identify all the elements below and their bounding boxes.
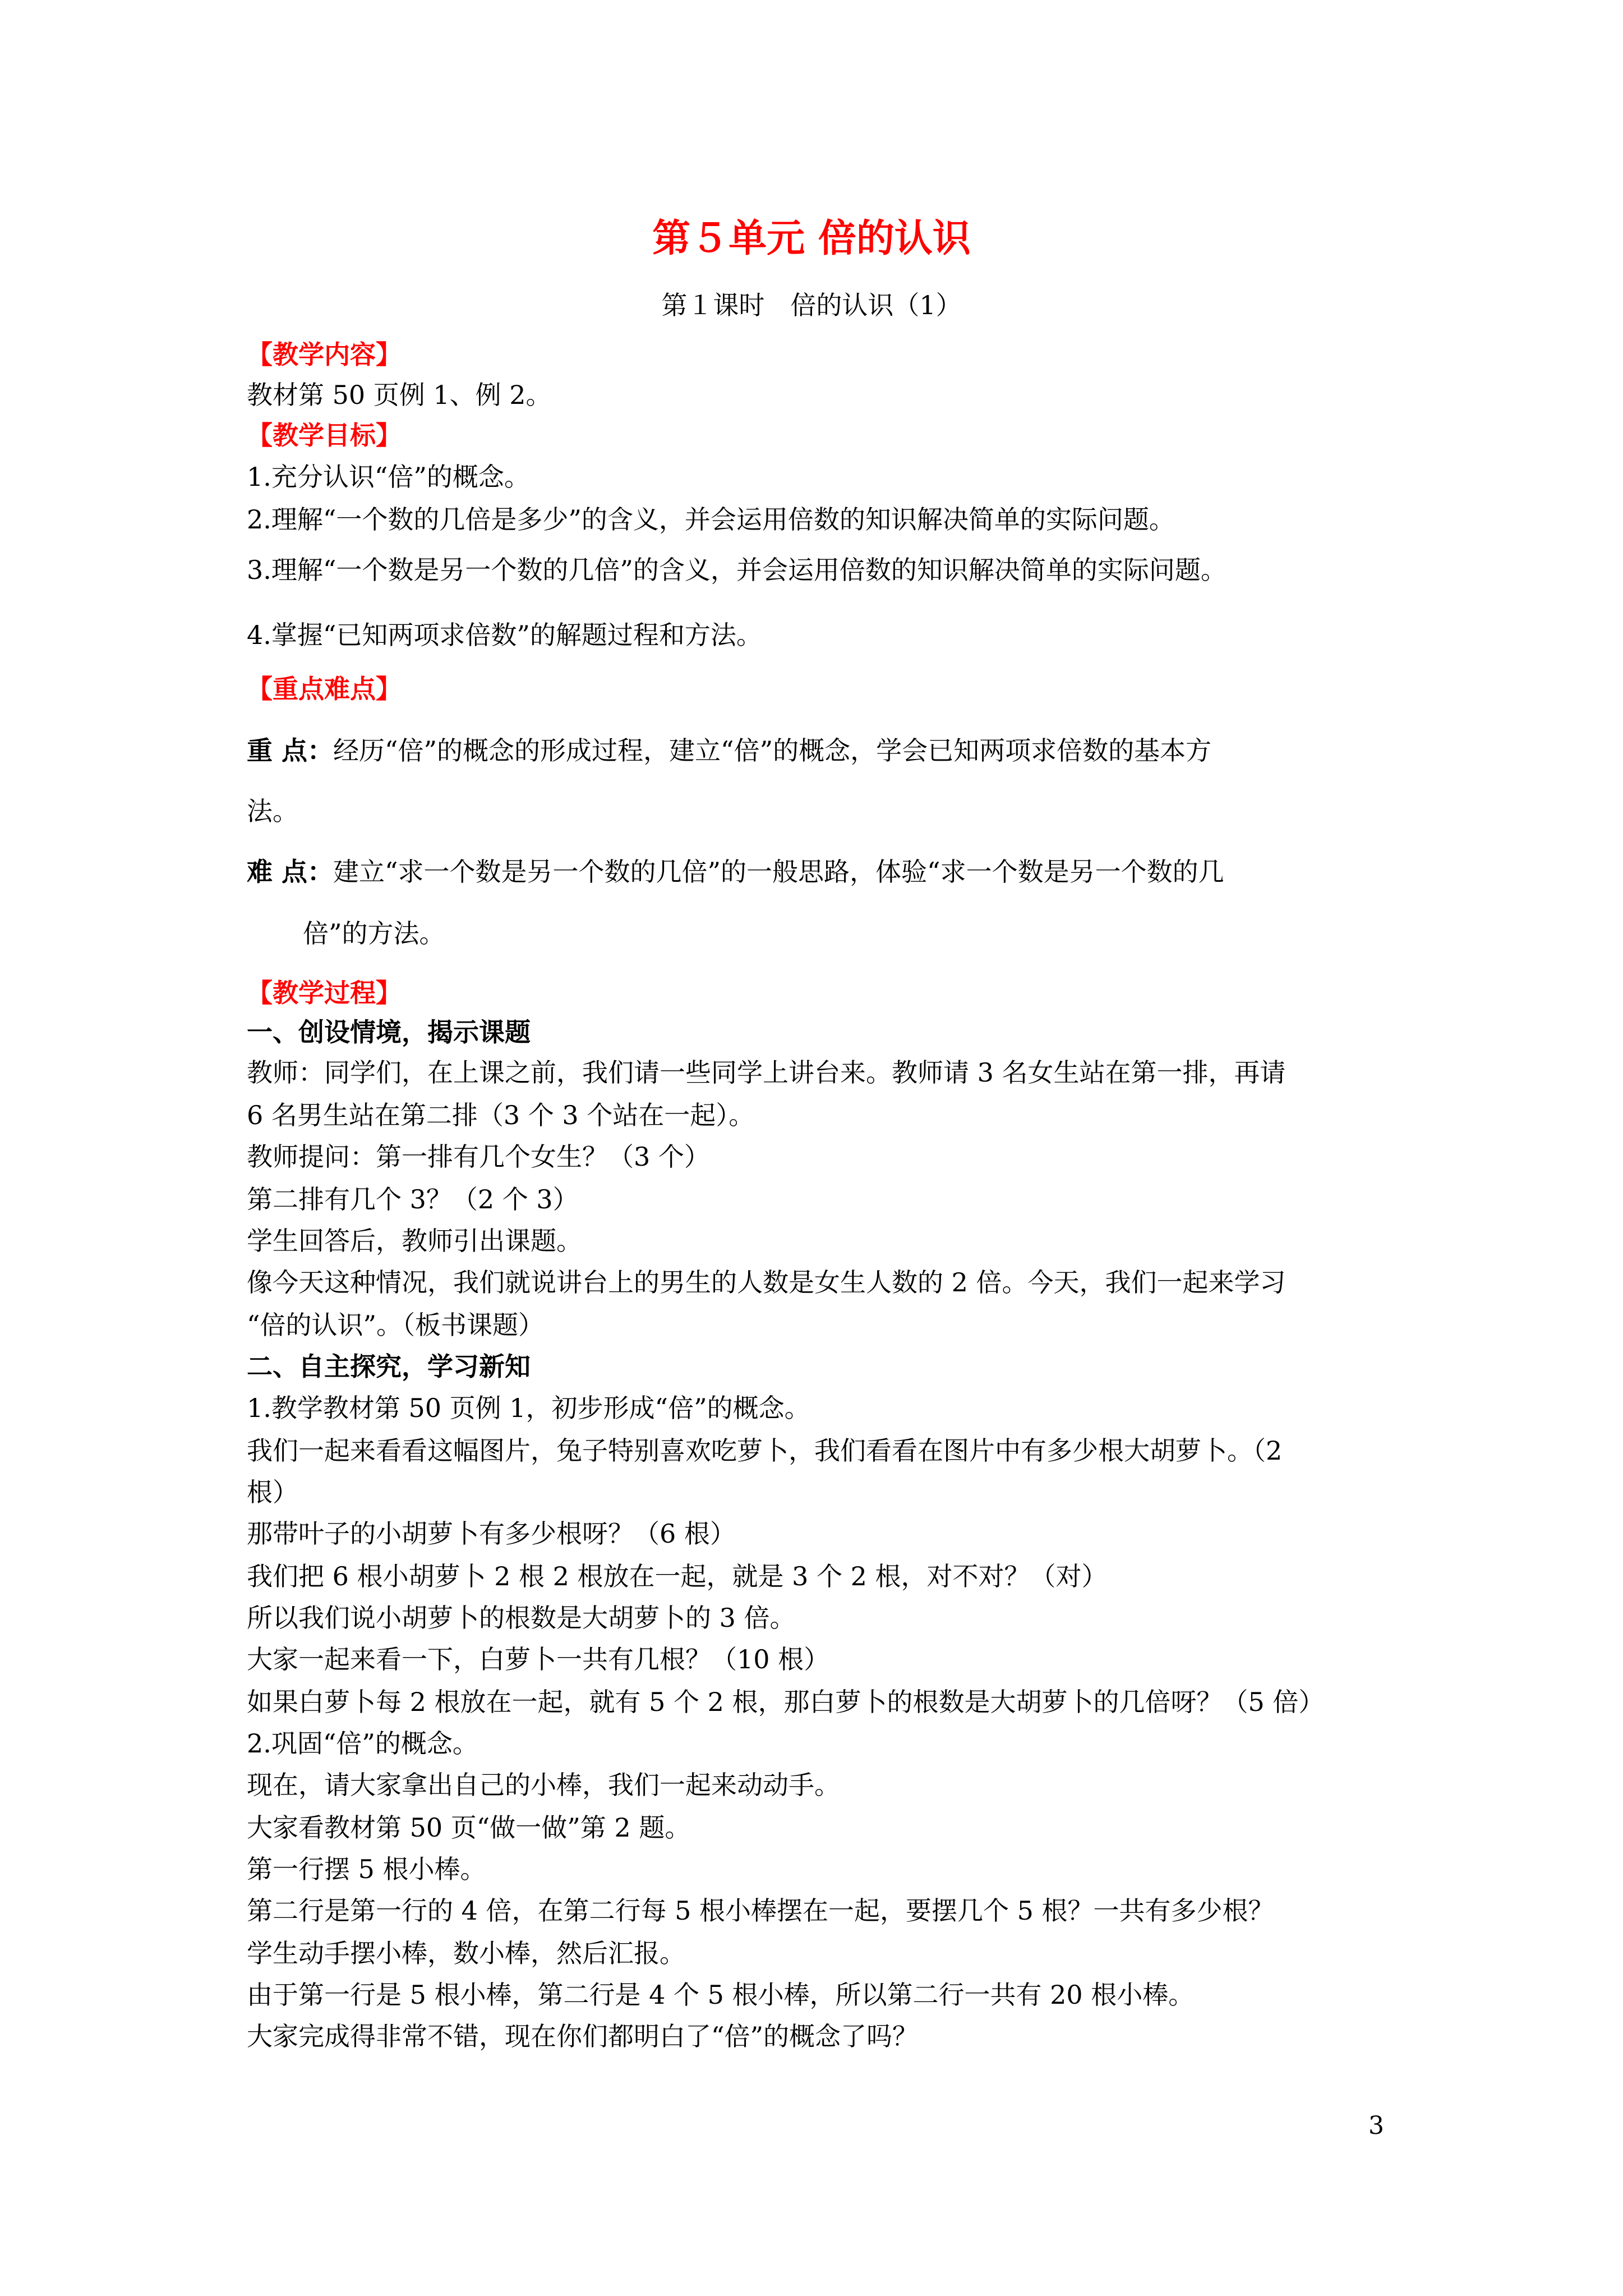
paragraph-line: 大家完成得非常不错，现在你们都明白了“倍”的概念了吗？ xyxy=(247,2021,919,2051)
paragraph-line: 大家一起来看一下，白萝卜一共有几根？（10 根） xyxy=(247,1644,830,1674)
paragraph-line: 像今天这种情况，我们就说讲台上的男生的人数是女生人数的 2 倍。今天，我们一起来学习 xyxy=(247,1267,1286,1297)
difficulty-line-2: 倍”的方法。 xyxy=(303,918,445,949)
paragraph-line: 那带叶子的小胡萝卜有多少根呀？（6 根） xyxy=(247,1519,736,1549)
key-points-heading: 【重点难点】 xyxy=(247,674,402,704)
goal-item-2: 2.理解“一个数的几倍是多少”的含义，并会运用倍数的知识解决简单的实际问题。 xyxy=(247,504,1175,535)
paragraph-line: 第二行是第一行的 4 倍，在第二行每 5 根小棒摆在一起，要摆几个 5 根？一共有多少根？ xyxy=(247,1895,1274,1926)
part1-title: 一、创设情境，揭示课题 xyxy=(247,1017,531,1047)
goal-item-3: 3.理解“一个数是另一个数的几倍”的含义，并会运用倍数的知识解决简单的实际问题。 xyxy=(247,555,1227,585)
page-number: 3 xyxy=(1368,2111,1384,2140)
paragraph-line: 所以我们说小胡萝卜的根数是大胡萝卜的 3 倍。 xyxy=(247,1603,796,1633)
key-point-label: 重 点： xyxy=(247,735,334,766)
goal-item-1: 1.充分认识“倍”的概念。 xyxy=(247,462,530,492)
paragraph-line: 教师：同学们，在上课之前，我们请一些同学上讲台来。教师请 3 名女生站在第一排，再请 xyxy=(247,1057,1286,1088)
paragraph-line: 大家看教材第 50 页“做一做”第 2 题。 xyxy=(247,1812,691,1843)
part2-title: 二、自主探究，学习新知 xyxy=(247,1351,531,1382)
paragraph-line: “倍的认识”。（板书课题） xyxy=(247,1310,545,1340)
paragraph-line: 我们把 6 根小胡萝卜 2 根 2 根放在一起，就是 3 个 2 根，对不对？（对） xyxy=(247,1561,1108,1591)
unit-title: 第５单元 倍的认识 xyxy=(652,217,971,261)
paragraph-line: 第一行摆 5 根小棒。 xyxy=(247,1854,486,1884)
paragraph-line: 6 名男生站在第二排（3 个 3 个站在一起）。 xyxy=(247,1100,755,1130)
paragraph-line: 教师提问：第一排有几个女生？（3 个） xyxy=(247,1142,710,1172)
key-point-text: 经历“倍”的概念的形成过程，建立“倍”的概念，学会已知两项求倍数的基本方 xyxy=(333,735,1212,766)
content-heading: 【教学内容】 xyxy=(247,339,402,370)
paragraph-line: 如果白萝卜每 2 根放在一起，就有 5 个 2 根，那白萝卜的根数是大胡萝卜的几倍呀？（5 倍） xyxy=(247,1687,1325,1717)
lesson-subtitle: 第１课时 倍的认识（1） xyxy=(661,290,962,320)
paragraph-line: 我们一起来看看这幅图片，兔子特别喜欢吃萝卜，我们看看在图片中有多少根大胡萝卜。（2 xyxy=(247,1435,1283,1466)
process-heading: 【教学过程】 xyxy=(247,978,402,1008)
paragraph-line: 现在，请大家拿出自己的小棒，我们一起来动动手。 xyxy=(247,1770,840,1800)
difficulty-line-1 xyxy=(247,854,1402,890)
paragraph-line: 根） xyxy=(247,1477,298,1507)
goals-heading: 【教学目标】 xyxy=(247,420,402,450)
difficulty-label: 难 点： xyxy=(247,857,334,887)
paragraph-line: 1.教学教材第 50 页例 1，初步形成“倍”的概念。 xyxy=(247,1393,810,1423)
paragraph-line: 2.巩固“倍”的概念。 xyxy=(247,1728,478,1759)
content-text: 教材第 50 页例 1、例 2。 xyxy=(247,380,552,410)
paragraph-line: 学生动手摆小棒，数小棒，然后汇报。 xyxy=(247,1938,685,1968)
paragraph-line: 第二排有几个 3？（2 个 3） xyxy=(247,1184,579,1214)
key-point-line-2: 法。 xyxy=(247,796,298,826)
paragraph-line: 学生回答后，教师引出课题。 xyxy=(247,1226,582,1256)
goal-item-4: 4.掌握“已知两项求倍数”的解题过程和方法。 xyxy=(247,620,762,650)
paragraph-line: 由于第一行是 5 根小棒，第二行是 4 个 5 根小棒，所以第二行一共有 20 根小棒。 xyxy=(247,1980,1195,2010)
key-point-line-1 xyxy=(247,733,1402,769)
difficulty-text: 建立“求一个数是另一个数的几倍”的一般思路，体验“求一个数是另一个数的几 xyxy=(333,857,1224,887)
